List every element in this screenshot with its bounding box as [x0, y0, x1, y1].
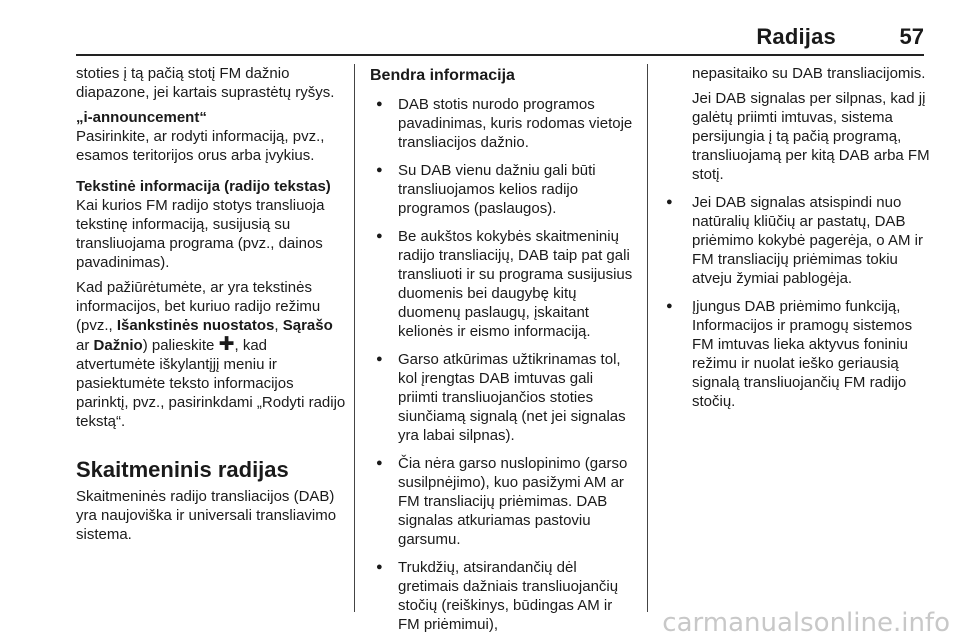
column-1: [76, 64, 348, 550]
header-rule: [76, 54, 924, 56]
list-item: ● Čia nėra garso nuslopinimo (garso susilpnėjimo), kuo pasižymi AM ar FM transliacijų priėmimas. DAB signalas atkuriamas pastoviu garsumu.: [370, 454, 636, 549]
watermark: carmanualsonline.info: [662, 608, 950, 638]
bold-presets: Išankstinės nuostatos: [116, 317, 275, 334]
paragraph-continuation: stoties į tą pačią stotį FM dažnio diapazone, jei kartais suprastėtų ryšys.: [76, 65, 335, 101]
paragraph-radio-text: Kai kurios FM radijo stotys transliuoja tekstinę informaciją, susijusią su transliuojama programa (pvz., dainos pavadinimas).: [76, 197, 325, 271]
paragraph-text-info-access: [76, 278, 348, 431]
page-header: [0, 0, 960, 54]
list-item: ● Jei DAB signalas atsispindi nuo natūralių kliūčių ar pastatų, DAB priėmimo kokybė pagerėja, o AM ir FM transliacijų priėmimas tokiu atveju žymiai pablogėja.: [660, 193, 932, 288]
text-segment: ar: [76, 337, 90, 354]
paragraph-dab-intro: Skaitmeninės radijo transliacijos (DAB) yra naujoviška ir universali transliavimo sistema.: [76, 488, 337, 543]
section-radio-text: [76, 177, 348, 272]
paragraph-bullet-continuation: nepasitaiko su DAB transliacijomis.: [692, 65, 926, 82]
subheading-radio-text: Tekstinė informacija (radijo tekstas): [76, 178, 331, 195]
bold-list: Sąrašo: [282, 317, 333, 334]
subheading-i-announcement: „i-announcement“: [76, 109, 207, 126]
column-divider-1: [354, 64, 355, 612]
list-item: ● Įjungus DAB priėmimo funkciją, Informacijos ir pramogų sistemos FM imtuvas lieka aktyvus foniniu režimu ir nuolat ieško geriausią signalą transliuojančių FM radijo stočių.: [660, 297, 932, 411]
list-item: ● Garso atkūrimas užtikrinamas tol, kol įrengtas DAB imtuvas gali priimti transliuojančios stoties siunčiamą signalą (net jei signalas yra labai silpnas).: [370, 350, 636, 445]
text-segment: ) palieskite: [142, 337, 215, 354]
list-item: ● Su DAB vienu dažniu gali būti transliuojamos kelios radijo programos (paslaugos).: [370, 161, 636, 218]
paragraph-i-announcement: Pasirinkite, ar rodyti informaciją, pvz., esamos teritorijos orus arba įvykius.: [76, 128, 325, 164]
column-2: [370, 64, 636, 643]
plus-icon: ✚: [218, 334, 235, 355]
section-i-announcement: [76, 108, 348, 165]
heading-general-info: Bendra informacija: [370, 67, 515, 84]
page-title: Radijas: [756, 24, 836, 49]
text-segment: Kad pažiūrėtumėte, ar yra tekstinės informacijos, bet kuriuo radijo režimu (pvz.,: [76, 279, 321, 334]
list-item: ● DAB stotis nurodo programos pavadinimas, kuris rodomas vietoje transliacijos dažnio.: [370, 95, 636, 152]
list-item: ● Be aukštos kokybės skaitmeninių radijo transliacijų, DAB taip pat gali transliuoti ir su programa susijusius duomenis bei daugybę kitų duomenų paslaugų, įskaitant kelionės ir eismo informaciją.: [370, 227, 636, 341]
column-3: [660, 64, 932, 420]
page-number: 57: [899, 24, 924, 49]
heading-digital-radio: Skaitmeninis radijas: [76, 457, 289, 482]
paragraph-weak-signal: Jei DAB signalas per silpnas, kad jį galėtų priimti imtuvas, sistema persijungia į tą pačią programą, transliuojamą per kitą DAB arba FM stotį.: [692, 90, 930, 183]
text-segment: , kad atvertumėte iškylantįjį meniu ir pasiektumėte teksto informacijos parinktį, pvz., pasirinkdami „Rodyti radijo tekstą“.: [76, 337, 346, 430]
bold-frequency: Dažnio: [93, 337, 143, 354]
bullet-list-general: [370, 95, 636, 634]
list-item: ● Trukdžių, atsirandančių dėl gretimais dažniais transliuojančių stočių (reiškinys, būdingas AM ir FM priėmimui),: [370, 558, 636, 634]
text-segment: ,: [274, 317, 279, 334]
bullet-list-continued: [660, 193, 932, 411]
column-divider-2: [647, 64, 648, 612]
